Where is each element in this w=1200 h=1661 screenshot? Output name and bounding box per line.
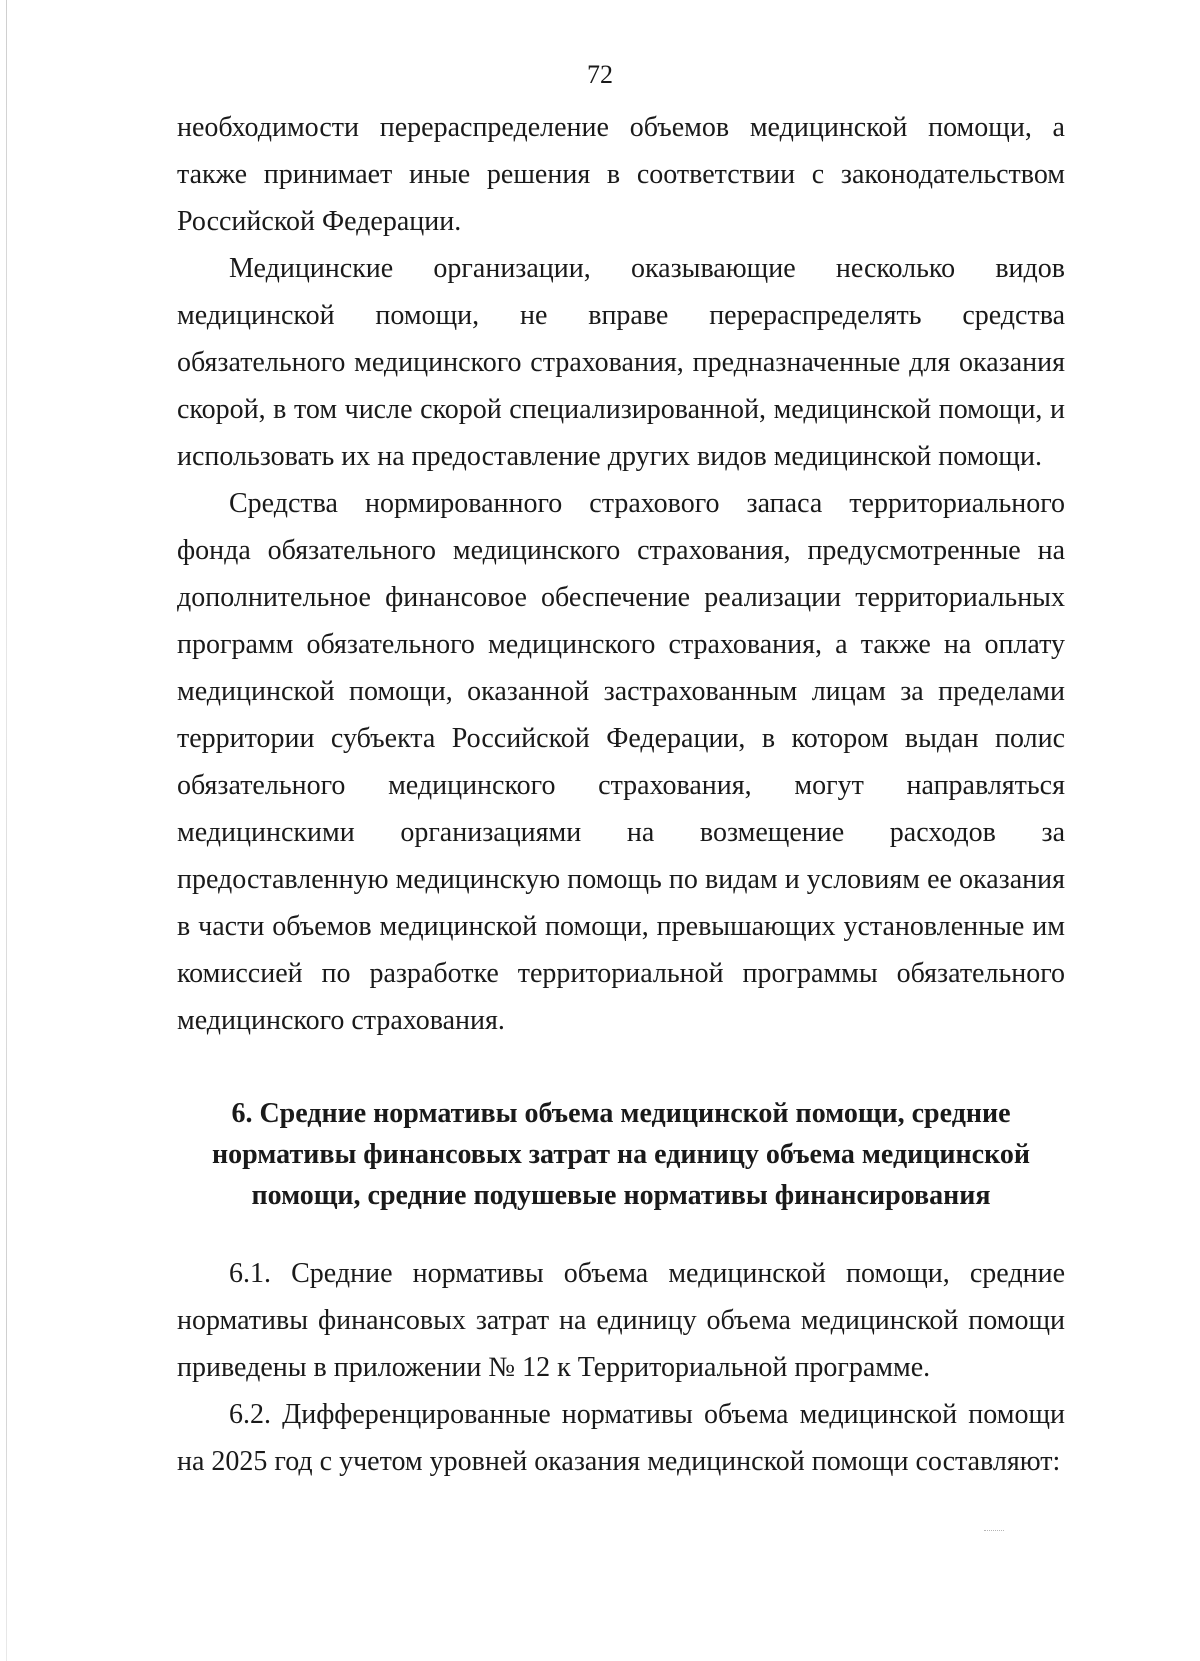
section-heading-line-1: 6. Средние нормативы объема медицинской помощи, средние (231, 1098, 1011, 1129)
paragraph-6-1: 6.1. Средние нормативы объема медицинской помощи, средние нормативы финансовых затрат на единицу объема медицинской помощи приведены в приложении № 12 к Территориальной программе. (177, 1258, 1065, 1383)
paragraph-insurance-reserve: Средства нормированного страхового запаса территориального фонда обязательного медицинского страхования, предусмотренные на дополнительное финансовое обеспечение реализации территориальных программ обязательного медицинского страхования, а также на оплату медицинской помощи, оказанной застрахованным лицам за пределами территории субъекта Российской Федерации, в котором выдан полис обязательного медицинского страхования, могут направляться медицинскими организациями на возмещение расходов за предоставленную медицинскую помощь по видам и условиям ее оказания в части объемов медицинской помощи, превышающих установленные им комиссией по разработке территориальной программы обязательного медицинского страхования. (177, 488, 1065, 1036)
paragraph-continuation: необходимости перераспределение объемов медицинской помощи, а также принимает иные решения в соответствии с законодательством Российской Федерации. (177, 112, 1065, 237)
section-heading-line-2: нормативы финансовых затрат на единицу объема медицинской (212, 1139, 1030, 1170)
page-number: 72 (587, 60, 613, 89)
heading-spacer (177, 1216, 1065, 1250)
scan-artifact-dots (984, 1530, 1004, 1533)
paragraph-medical-organizations: Медицинские организации, оказывающие несколько видов медицинской помощи, не вправе перераспределять средства обязательного медицинского страхования, предназначенные для оказания скорой, в том числе скорой специализированной, медицинской помощи, и использовать их на предоставление других видов медицинской помощи. (177, 253, 1065, 472)
section-heading-line-3: помощи, средние подушевые нормативы финансирования (251, 1180, 991, 1211)
scan-edge-line (6, 0, 7, 1661)
paragraph-6-2: 6.2. Дифференцированные нормативы объема медицинской помощи на 2025 год с учетом уровней оказания медицинской помощи составляют: (177, 1399, 1065, 1477)
section-heading (177, 1093, 1065, 1216)
document-body (177, 104, 1065, 1485)
section-spacer (177, 1044, 1065, 1093)
